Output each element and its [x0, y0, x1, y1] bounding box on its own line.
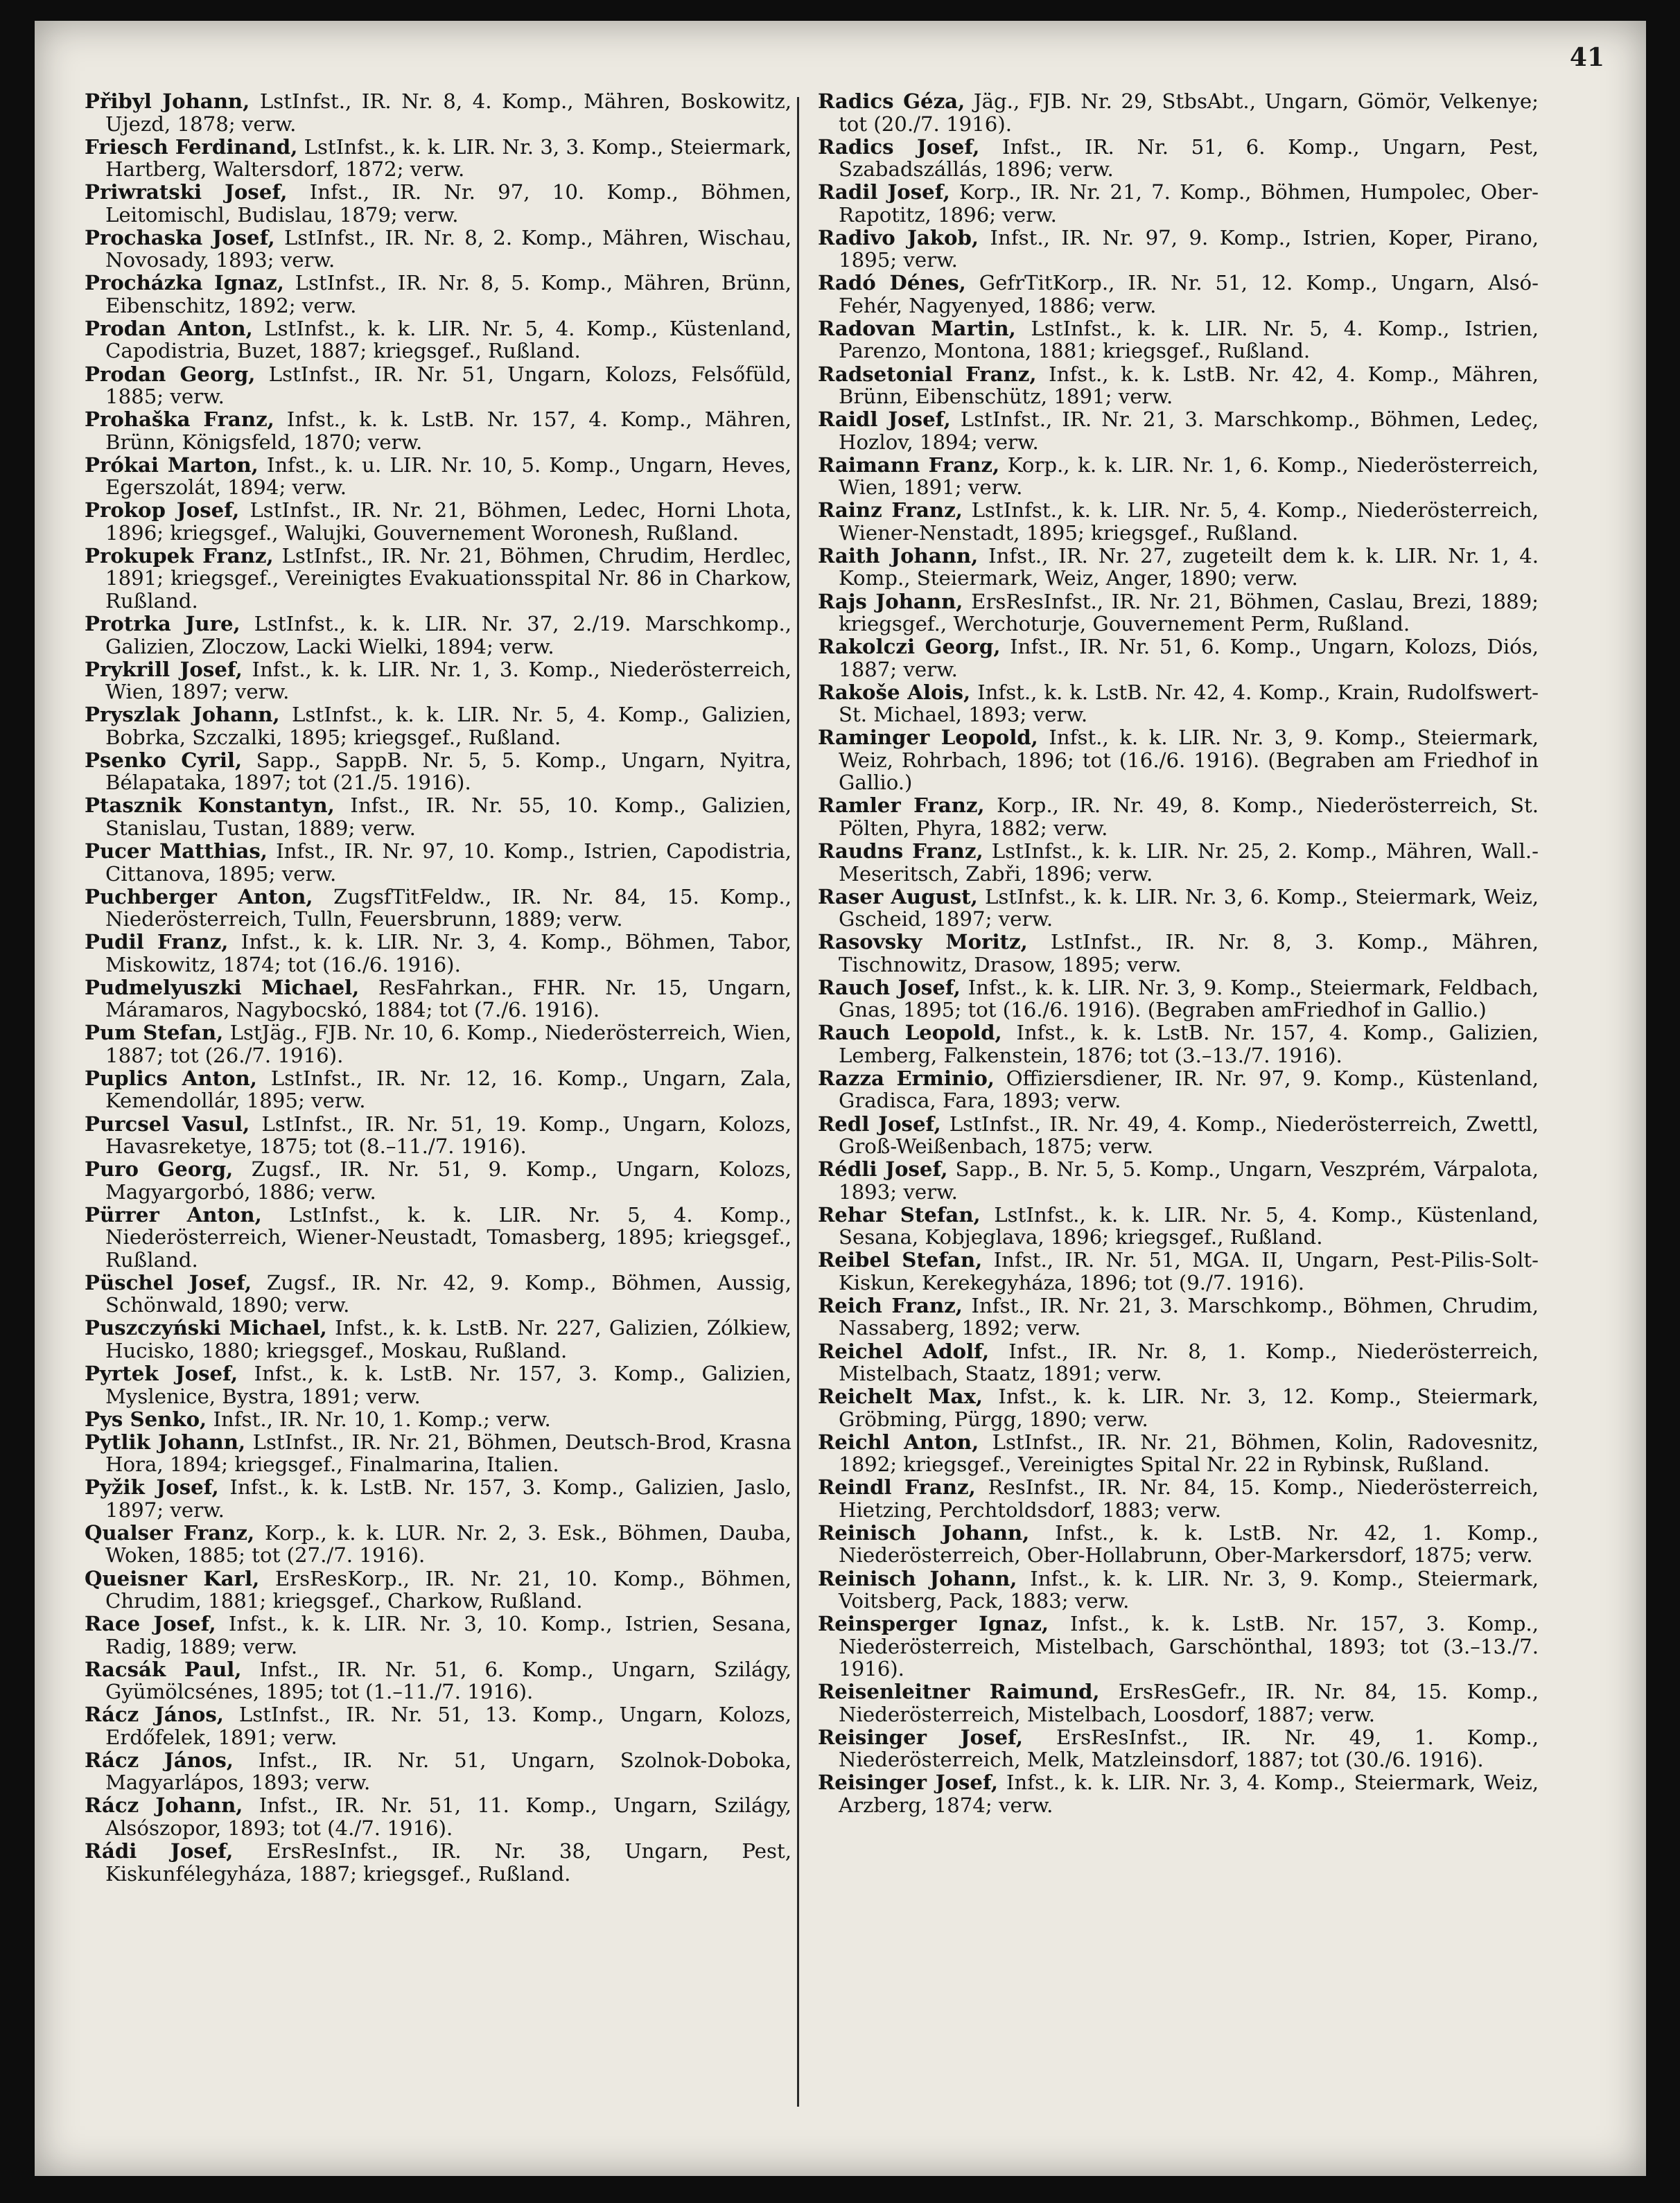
- entry-details: LstInfst., IR. Nr. 21, Böhmen, Ledec, Horni Lhota, 1896; kriegsgef., Walujki, Gouvernement Woronesh, Rußland.: [105, 498, 791, 545]
- entry-name: Reich Franz,: [818, 1293, 963, 1317]
- entry-name: Prohaška Franz,: [85, 407, 274, 432]
- entry-name: Razza Erminio,: [818, 1066, 995, 1090]
- register-entry: [85, 499, 791, 544]
- register-entry: [818, 90, 1539, 135]
- entry-name: Reibel Stefan,: [818, 1248, 983, 1272]
- entry-name: Psenko Cyril,: [85, 748, 243, 772]
- entry-details: ErsResInfst., IR. Nr. 21, Böhmen, Caslau, Brezi, 1889; kriegsgef., Werchoturje, Gouvernement Perm, Rußland.: [839, 589, 1539, 636]
- entry-name: Reichl Anton,: [818, 1430, 979, 1454]
- entry-details: LstInfst., IR. Nr. 21, Böhmen, Deutsch-Brod, Krasna Hora, 1894; kriegsgef., Finalmarina, Italien.: [105, 1430, 791, 1477]
- register-entry: [818, 317, 1539, 362]
- entry-details: Sapp., B. Nr. 5, 5. Komp., Ungarn, Veszprém, Várpalota, 1893; verw.: [839, 1157, 1539, 1204]
- entry-name: Prodan Anton,: [85, 316, 253, 340]
- register-entry: [818, 726, 1539, 794]
- register-entry: [818, 1431, 1539, 1476]
- register-entry: [85, 181, 791, 226]
- entry-name: Radics Josef,: [818, 134, 980, 159]
- entry-details: Infst., k. k. LstB. Nr. 42, 4. Komp., Krain, Rudolfswert-St. Michael, 1893; verw.: [839, 680, 1539, 727]
- entry-details: ErsResKorp., IR. Nr. 21, 10. Komp., Böhmen, Chrudim, 1881; kriegsgef., Charkow, Rußland.: [105, 1566, 791, 1613]
- register-entry: [818, 590, 1539, 635]
- entry-name: Reinisch Johann,: [818, 1520, 1030, 1545]
- entry-details: LstInfst., k. k. LIR. Nr. 25, 2. Komp., Mähren, Wall.-Meseritsch, Zabři, 1896; verw.: [839, 839, 1539, 886]
- entry-name: Prokop Josef,: [85, 498, 240, 523]
- entry-name: Pucer Matthias,: [85, 839, 268, 863]
- entry-name: Rasovsky Moritz,: [818, 930, 1028, 954]
- register-entry: [85, 1272, 791, 1317]
- entry-details: LstJäg., FJB. Nr. 10, 6. Komp., Niederösterreich, Wien, 1887; tot (26./7. 1916).: [105, 1021, 791, 1067]
- entry-name: Pudil Franz,: [85, 930, 229, 954]
- column-divider: [797, 97, 799, 2107]
- entry-details: LstInfst., k. k. LIR. Nr. 5, 4. Komp., Küstenland, Capodistria, Buzet, 1887; kriegsgef., Rußland.: [105, 316, 791, 363]
- entry-details: LstInfst., k. k. LIR. Nr. 5, 4. Komp., Istrien, Parenzo, Montona, 1881; kriegsgef., Rußland.: [839, 316, 1539, 363]
- entry-details: Infst., IR. Nr. 97, 10. Komp., Böhmen, Leitomischl, Budislau, 1879; verw.: [105, 180, 791, 227]
- entry-name: Raser August,: [818, 884, 978, 909]
- register-entry: [818, 1613, 1539, 1680]
- entry-name: Rakolczi Georg,: [818, 635, 1001, 659]
- register-entry: [818, 272, 1539, 317]
- entry-details: LstInfst., IR. Nr. 21, 3. Marschkomp., Böhmen, Ledeç, Hozlov, 1894; verw.: [839, 407, 1539, 454]
- register-entry: [85, 1113, 791, 1158]
- entry-details: Infst., k. k. LstB. Nr. 157, 3. Komp., Niederösterreich, Mistelbach, Garschönthal, 1893; tot (3.–13./7. 1916).: [839, 1612, 1539, 1681]
- entry-details: LstInfst., IR. Nr. 51, Ungarn, Kolozs, Felsőfüld, 1885; verw.: [105, 362, 791, 409]
- entry-details: Infst., k. k. LIR. Nr. 3, 9. Komp., Steiermark, Weiz, Rohrbach, 1896; tot (16./6. 1916). (Begraben am Friedhof in Gallio.): [839, 726, 1539, 795]
- entry-details: Infst., IR. Nr. 51, 6. Komp., Ungarn, Szilágy, Gyümölcsénes, 1895; tot (1.–11./7. 1916).: [105, 1657, 792, 1704]
- entry-details: Korp., IR. Nr. 21, 7. Komp., Böhmen, Humpolec, Ober-Rapotitz, 1896; verw.: [839, 180, 1539, 227]
- entry-details: LstInfst., k. k. LIR. Nr. 5, 4. Komp., Galizien, Bobrka, Szczalki, 1895; kriegsgef., Rußland.: [105, 703, 791, 749]
- entry-name: Radivo Jakob,: [818, 225, 979, 249]
- entry-details: Infst., IR. Nr. 51, 6. Komp., Ungarn, Pest, Szabadszállás, 1896; verw.: [839, 134, 1539, 182]
- entry-name: Radovan Martin,: [818, 316, 1016, 340]
- entry-details: Infst., k. k. LstB. Nr. 227, Galizien, Zólkiew, Hucisko, 1880; kriegsgef., Moskau, Rußland.: [105, 1316, 791, 1362]
- entry-details: Infst., k. u. LIR. Nr. 10, 5. Komp., Ungarn, Heves, Egerszolát, 1894; verw.: [105, 453, 791, 500]
- register-entry: [85, 272, 791, 317]
- entry-name: Reisinger Josef,: [818, 1725, 1024, 1749]
- entry-details: LstInfst., IR. Nr. 8, 5. Komp., Mähren, Brünn, Eibenschitz, 1892; verw.: [105, 271, 791, 317]
- entry-name: Pyžik Josef,: [85, 1475, 219, 1500]
- entry-details: LstInfst., IR. Nr. 51, 19. Komp., Ungarn, Kolozs, Havasreketye, 1875; tot (8.–11./7. 1916).: [105, 1112, 791, 1159]
- register-entry: [818, 408, 1539, 453]
- entry-details: LstInfst., IR. Nr. 8, 2. Komp., Mähren, Wischau, Novosady, 1893; verw.: [105, 225, 791, 272]
- entry-name: Purcsel Vasul,: [85, 1112, 250, 1136]
- entry-details: Infst., IR. Nr. 21, 3. Marschkomp., Böhmen, Chrudim, Nassaberg, 1892; verw.: [839, 1293, 1539, 1340]
- entry-details: Infst., k. k. LstB. Nr. 157, 4. Komp., Galizien, Lemberg, Falkenstein, 1876; tot (3.–13./7. 1916).: [839, 1021, 1539, 1067]
- register-entry: [818, 1476, 1539, 1521]
- register-entry: [85, 1067, 791, 1112]
- entry-details: ResFahrkan., FHR. Nr. 15, Ungarn, Máramaros, Nagybocskó, 1884; tot (7./6. 1916).: [105, 975, 791, 1022]
- entry-name: Radó Dénes,: [818, 271, 966, 295]
- register-entry: [85, 1158, 791, 1203]
- register-entry: [818, 1158, 1539, 1203]
- entry-name: Prochaska Josef,: [85, 225, 275, 249]
- entry-name: Rácz János,: [85, 1703, 224, 1727]
- entry-name: Reichel Adolf,: [818, 1339, 990, 1363]
- entry-name: Rácz Johann,: [85, 1793, 243, 1818]
- register-entry: [818, 635, 1539, 681]
- entry-name: Radsetonial Franz,: [818, 362, 1037, 386]
- register-entry: [85, 1408, 791, 1431]
- register-entry: [85, 976, 791, 1021]
- register-entry: [85, 1476, 791, 1521]
- entry-name: Pürrer Anton,: [85, 1202, 262, 1227]
- register-entry: [85, 136, 791, 181]
- entry-details: ErsResInfst., IR. Nr. 49, 1. Komp., Niederösterreich, Melk, Matzleinsdorf, 1887; tot (30./6. 1916).: [839, 1725, 1539, 1772]
- register-entry: [818, 1680, 1539, 1726]
- register-entry: [818, 1522, 1539, 1567]
- entry-name: Rédli Josef,: [818, 1157, 948, 1182]
- entry-details: Infst., k. k. LIR. Nr. 3, 12. Komp., Steiermark, Gröbming, Pürgg, 1890; verw.: [839, 1385, 1539, 1431]
- entry-details: ResInfst., IR. Nr. 84, 15. Komp., Niederösterreich, Hietzing, Perchtoldsdorf, 1883; verw.: [839, 1475, 1539, 1522]
- entry-details: LstInfst., IR. Nr. 12, 16. Komp., Ungarn, Zala, Kemendollár, 1895; verw.: [105, 1066, 791, 1113]
- entry-name: Rakoše Alois,: [818, 680, 971, 704]
- entry-name: Pum Stefan,: [85, 1021, 224, 1045]
- entry-details: Infst., IR. Nr. 97, 9. Komp., Istrien, Koper, Pirano, 1895; verw.: [839, 225, 1539, 272]
- entry-details: Infst., k. k. LstB. Nr. 157, 3. Komp., Galizien, Myslenice, Bystra, 1891; verw.: [105, 1362, 791, 1408]
- entry-name: Raith Johann,: [818, 543, 979, 568]
- left-column: [85, 90, 791, 1886]
- entry-name: Protrka Jure,: [85, 612, 240, 636]
- register-entry: [85, 227, 791, 272]
- register-entry: [85, 1658, 791, 1703]
- entry-name: Redl Josef,: [818, 1112, 941, 1136]
- entry-details: LstInfst., IR. Nr. 8, 4. Komp., Mähren, Boskowitz, Ujezd, 1878; verw.: [105, 89, 792, 136]
- entry-details: Infst., k. k. LIR. Nr. 3, 10. Komp., Istrien, Sesana, Radig, 1889; verw.: [105, 1612, 791, 1658]
- entry-details: Zugsf., IR. Nr. 51, 9. Komp., Ungarn, Kolozs, Magyargorbó, 1886; verw.: [105, 1157, 791, 1204]
- register-entry: [818, 1021, 1539, 1067]
- register-entry: [818, 227, 1539, 272]
- register-entry: [818, 545, 1539, 590]
- register-entry: [85, 1431, 791, 1476]
- register-entry: [85, 1794, 791, 1839]
- right-column: [818, 90, 1539, 1817]
- register-entry: [818, 681, 1539, 726]
- entry-name: Rainz Franz,: [818, 498, 963, 523]
- register-entry: [818, 136, 1539, 181]
- register-entry: [85, 363, 791, 408]
- entry-name: Qualser Franz,: [85, 1520, 255, 1545]
- register-entry: [85, 1703, 791, 1748]
- entry-details: ErsResInfst., IR. Nr. 38, Ungarn, Pest, Kiskunfélegyháza, 1887; kriegsgef., Rußland.: [105, 1839, 791, 1886]
- entry-details: LstInfst., k. k. LIR. Nr. 5, 4. Komp., Niederösterreich, Wiener-Neustadt, Tomasberg, 1895; kriegsgef., Rußland.: [105, 1202, 791, 1272]
- entry-name: Radil Josef,: [818, 180, 950, 204]
- register-entry: [818, 1294, 1539, 1340]
- entry-details: LstInfst., k. k. LIR. Nr. 3, 3. Komp., Steiermark, Hartberg, Waltersdorf, 1872; verw.: [105, 134, 791, 182]
- entry-details: Infst., IR. Nr. 55, 10. Komp., Galizien, Stanislau, Tustan, 1889; verw.: [105, 793, 792, 840]
- entry-details: LstInfst., k. k. LIR. Nr. 37, 2./19. Marschkomp., Galizien, Zloczow, Lacki Wielki, 1894; verw.: [105, 612, 791, 658]
- entry-details: Zugsf., IR. Nr. 42, 9. Komp., Böhmen, Aussig, Schönwald, 1890; verw.: [105, 1270, 791, 1317]
- entry-details: Infst., k. k. LstB. Nr. 42, 1. Komp., Niederösterreich, Ober-Hollabrunn, Ober-Markersdorf, 1875; verw.: [839, 1520, 1539, 1568]
- register-entry: [85, 1021, 791, 1067]
- entry-name: Rajs Johann,: [818, 589, 963, 613]
- register-entry: [818, 794, 1539, 839]
- entry-name: Procházka Ignaz,: [85, 271, 284, 295]
- entry-name: Queisner Karl,: [85, 1566, 260, 1590]
- entry-name: Reisinger Josef,: [818, 1771, 999, 1795]
- register-entry: [85, 1568, 791, 1613]
- entry-details: Infst., k. k. LIR. Nr. 3, 4. Komp., Steiermark, Weiz, Arzberg, 1874; verw.: [839, 1771, 1539, 1817]
- register-entry: [85, 703, 791, 748]
- entry-details: LstInfst., IR. Nr. 21, Böhmen, Chrudim, Herdlec, 1891; kriegsgef., Vereinigtes Evakuationsspital Nr. 86 in Charkow, Rußland.: [105, 543, 791, 613]
- register-entry: [818, 454, 1539, 499]
- entry-name: Rauch Josef,: [818, 975, 961, 999]
- register-entry: [85, 658, 791, 703]
- entry-name: Pytlik Johann,: [85, 1430, 246, 1454]
- entry-details: Infst., IR. Nr. 51, 6. Komp., Ungarn, Kolozs, Diós, 1887; verw.: [839, 635, 1539, 681]
- register-entry: [85, 454, 791, 499]
- register-entry: [818, 1113, 1539, 1158]
- register-entry: [818, 1204, 1539, 1249]
- entry-name: Puszczyński Michael,: [85, 1316, 327, 1340]
- entry-details: Infst., IR. Nr. 51, MGA. II, Ungarn, Pest-Pilis-Solt-Kiskun, Kerekegyháza, 1896; tot (9./7. 1916).: [839, 1248, 1539, 1294]
- register-entry: [85, 1317, 791, 1362]
- entry-details: Korp., IR. Nr. 49, 8. Komp., Niederösterreich, St. Pölten, Phyra, 1882; verw.: [839, 793, 1539, 840]
- entry-details: LstInfst., k. k. LIR. Nr. 5, 4. Komp., Niederösterreich, Wiener-Nenstadt, 1895; kriegsgef., Rußland.: [839, 498, 1539, 545]
- register-entry: [85, 749, 791, 794]
- entry-name: Přibyl Johann,: [85, 89, 250, 113]
- register-entry: [818, 976, 1539, 1021]
- entry-name: Rádi Josef,: [85, 1839, 234, 1863]
- entry-details: ErsResGefr., IR. Nr. 84, 15. Komp., Niederösterreich, Mistelbach, Loosdorf, 1887; verw.: [839, 1680, 1539, 1726]
- entry-name: Friesch Ferdinand,: [85, 134, 298, 159]
- entry-name: Pyrtek Josef,: [85, 1362, 238, 1386]
- register-entry: [818, 1067, 1539, 1112]
- entry-details: LstInfst., IR. Nr. 51, 13. Komp., Ungarn, Kolozs, Erdőfelek, 1891; verw.: [105, 1703, 791, 1749]
- register-entry: [85, 1362, 791, 1407]
- entry-details: Infst., IR. Nr. 97, 10. Komp., Istrien, Capodistria, Cittanova, 1895; verw.: [105, 839, 791, 886]
- entry-name: Puplics Anton,: [85, 1066, 257, 1090]
- register-entry: [818, 886, 1539, 931]
- register-entry: [85, 408, 791, 453]
- page-number: 41: [1569, 43, 1604, 72]
- entry-details: LstInfst., IR. Nr. 49, 4. Komp., Niederösterreich, Zwettl, Groß-Weißenbach, 1875; verw.: [839, 1112, 1539, 1159]
- entry-name: Reisenleitner Raimund,: [818, 1680, 1100, 1704]
- entry-name: Prokupek Franz,: [85, 543, 274, 568]
- entry-details: Infst., k. k. LIR. Nr. 3, 4. Komp., Böhmen, Tabor, Miskowitz, 1874; tot (16./6. 1916).: [105, 930, 791, 976]
- register-entry: [85, 794, 791, 839]
- entry-details: Infst., k. k. LstB. Nr. 42, 4. Komp., Mähren, Brünn, Eibenschütz, 1891; verw.: [839, 362, 1539, 409]
- register-entry: [818, 931, 1539, 976]
- entry-name: Prodan Georg,: [85, 362, 256, 386]
- register-entry: [818, 181, 1539, 226]
- entry-details: Jäg., FJB. Nr. 29, StbsAbt., Ungarn, Gömör, Velkenye; tot (20./7. 1916).: [839, 89, 1539, 136]
- register-entry: [818, 1771, 1539, 1816]
- entry-details: Offiziersdiener, IR. Nr. 97, 9. Komp., Küstenland, Gradisca, Fara, 1893; verw.: [839, 1066, 1539, 1113]
- register-entry: [818, 1568, 1539, 1613]
- register-entry: [818, 1249, 1539, 1294]
- entry-name: Pys Senko,: [85, 1407, 207, 1431]
- entry-details: GefrTitKorp., IR. Nr. 51, 12. Komp., Ungarn, Alsó-Fehér, Nagyenyed, 1886; verw.: [839, 271, 1539, 317]
- register-entry: [85, 1749, 791, 1794]
- entry-details: LstInfst., k. k. LIR. Nr. 3, 6. Komp., Steiermark, Weiz, Gscheid, 1897; verw.: [839, 884, 1539, 931]
- entry-name: Reichelt Max,: [818, 1385, 983, 1409]
- entry-name: Pudmelyuszki Michael,: [85, 975, 360, 999]
- entry-details: Infst., k. k. LIR. Nr. 3, 9. Komp., Steiermark, Feldbach, Gnas, 1895; tot (16./6. 1916). (Begraben amFriedhof in Gallio.): [839, 975, 1539, 1022]
- entry-name: Racsák Paul,: [85, 1657, 242, 1681]
- entry-details: Infst., IR. Nr. 27, zugeteilt dem k. k. LIR. Nr. 1, 4. Komp., Steiermark, Weiz, Anger, 1890; verw.: [839, 543, 1539, 590]
- register-entry: [85, 931, 791, 976]
- entry-details: Sapp., SappB. Nr. 5, 5. Komp., Ungarn, Nyitra, Bélapataka, 1897; tot (21./5. 1916).: [105, 748, 791, 795]
- register-entry: [818, 1726, 1539, 1771]
- register-entry: [85, 840, 791, 885]
- entry-details: Infst., IR. Nr. 51, Ungarn, Szolnok-Doboka, Magyarlápos, 1893; verw.: [105, 1748, 791, 1795]
- document-page: [35, 21, 1646, 2176]
- entry-name: Puchberger Anton,: [85, 884, 313, 909]
- entry-name: Rehar Stefan,: [818, 1202, 981, 1227]
- register-entry: [85, 1840, 791, 1885]
- entry-details: Infst., IR. Nr. 8, 1. Komp., Niederösterreich, Mistelbach, Staatz, 1891; verw.: [839, 1339, 1539, 1386]
- register-entry: [818, 1340, 1539, 1385]
- entry-name: Priwratski Josef,: [85, 180, 288, 204]
- entry-name: Race Josef,: [85, 1612, 216, 1636]
- entry-details: Korp., k. k. LUR. Nr. 2, 3. Esk., Böhmen, Dauba, Woken, 1885; tot (27./7. 1916).: [105, 1520, 791, 1568]
- entry-name: Prókai Marton,: [85, 453, 259, 477]
- entry-details: Korp., k. k. LIR. Nr. 1, 6. Komp., Niederösterreich, Wien, 1891; verw.: [839, 453, 1539, 500]
- register-entry: [85, 886, 791, 931]
- register-entry: [818, 363, 1539, 408]
- entry-name: Raidl Josef,: [818, 407, 951, 432]
- register-entry: [85, 613, 791, 658]
- entry-name: Raimann Franz,: [818, 453, 1000, 477]
- entry-name: Ramler Franz,: [818, 793, 985, 818]
- entry-name: Ptasznik Konstantyn,: [85, 793, 335, 818]
- register-entry: [85, 317, 791, 362]
- entry-name: Rauch Leopold,: [818, 1021, 1002, 1045]
- register-entry: [818, 499, 1539, 544]
- register-entry: [85, 545, 791, 613]
- register-entry: [85, 1522, 791, 1567]
- entry-name: Radics Géza,: [818, 89, 965, 113]
- entry-name: Reinisch Johann,: [818, 1566, 1017, 1590]
- entry-details: Infst., k. k. LIR. Nr. 1, 3. Komp., Niederösterreich, Wien, 1897; verw.: [105, 657, 791, 704]
- entry-details: Infst., k. k. LIR. Nr. 3, 9. Komp., Steiermark, Voitsberg, Pack, 1883; verw.: [839, 1566, 1539, 1613]
- entry-details: Infst., k. k. LstB. Nr. 157, 3. Komp., Galizien, Jaslo, 1897; verw.: [105, 1475, 791, 1522]
- entry-name: Reindl Franz,: [818, 1475, 976, 1500]
- entry-name: Prykrill Josef,: [85, 657, 243, 681]
- entry-details: ZugsfTitFeldw., IR. Nr. 84, 15. Komp., Niederösterreich, Tulln, Feuersbrunn, 1889; verw.: [105, 884, 791, 931]
- entry-details: Infst., k. k. LstB. Nr. 157, 4. Komp., Mähren, Brünn, Königsfeld, 1870; verw.: [105, 407, 791, 454]
- entry-details: LstInfst., IR. Nr. 8, 3. Komp., Mähren, Tischnowitz, Drasow, 1895; verw.: [839, 930, 1539, 976]
- register-entry: [85, 90, 791, 135]
- entry-details: LstInfst., IR. Nr. 21, Böhmen, Kolin, Radovesnitz, 1892; kriegsgef., Vereinigtes Spital Nr. 22 in Rybinsk, Rußland.: [839, 1430, 1539, 1477]
- entry-name: Raminger Leopold,: [818, 726, 1038, 750]
- entry-details: Infst., IR. Nr. 51, 11. Komp., Ungarn, Szilágy, Alsószopor, 1893; tot (4./7. 1916).: [105, 1793, 791, 1840]
- entry-name: Pryszlak Johann,: [85, 703, 280, 727]
- entry-name: Raudns Franz,: [818, 839, 983, 863]
- register-entry: [85, 1613, 791, 1658]
- entry-details: Infst., IR. Nr. 10, 1. Komp.; verw.: [207, 1407, 551, 1431]
- register-entry: [818, 840, 1539, 885]
- entry-name: Puro Georg,: [85, 1157, 234, 1182]
- register-entry: [85, 1204, 791, 1272]
- entry-name: Püschel Josef,: [85, 1270, 252, 1294]
- entry-name: Rácz János,: [85, 1748, 234, 1772]
- entry-details: LstInfst., k. k. LIR. Nr. 5, 4. Komp., Küstenland, Sesana, Kobjeglava, 1896; kriegsgef., Rußland.: [839, 1202, 1539, 1249]
- entry-name: Reinsperger Ignaz,: [818, 1612, 1049, 1636]
- register-entry: [818, 1385, 1539, 1430]
